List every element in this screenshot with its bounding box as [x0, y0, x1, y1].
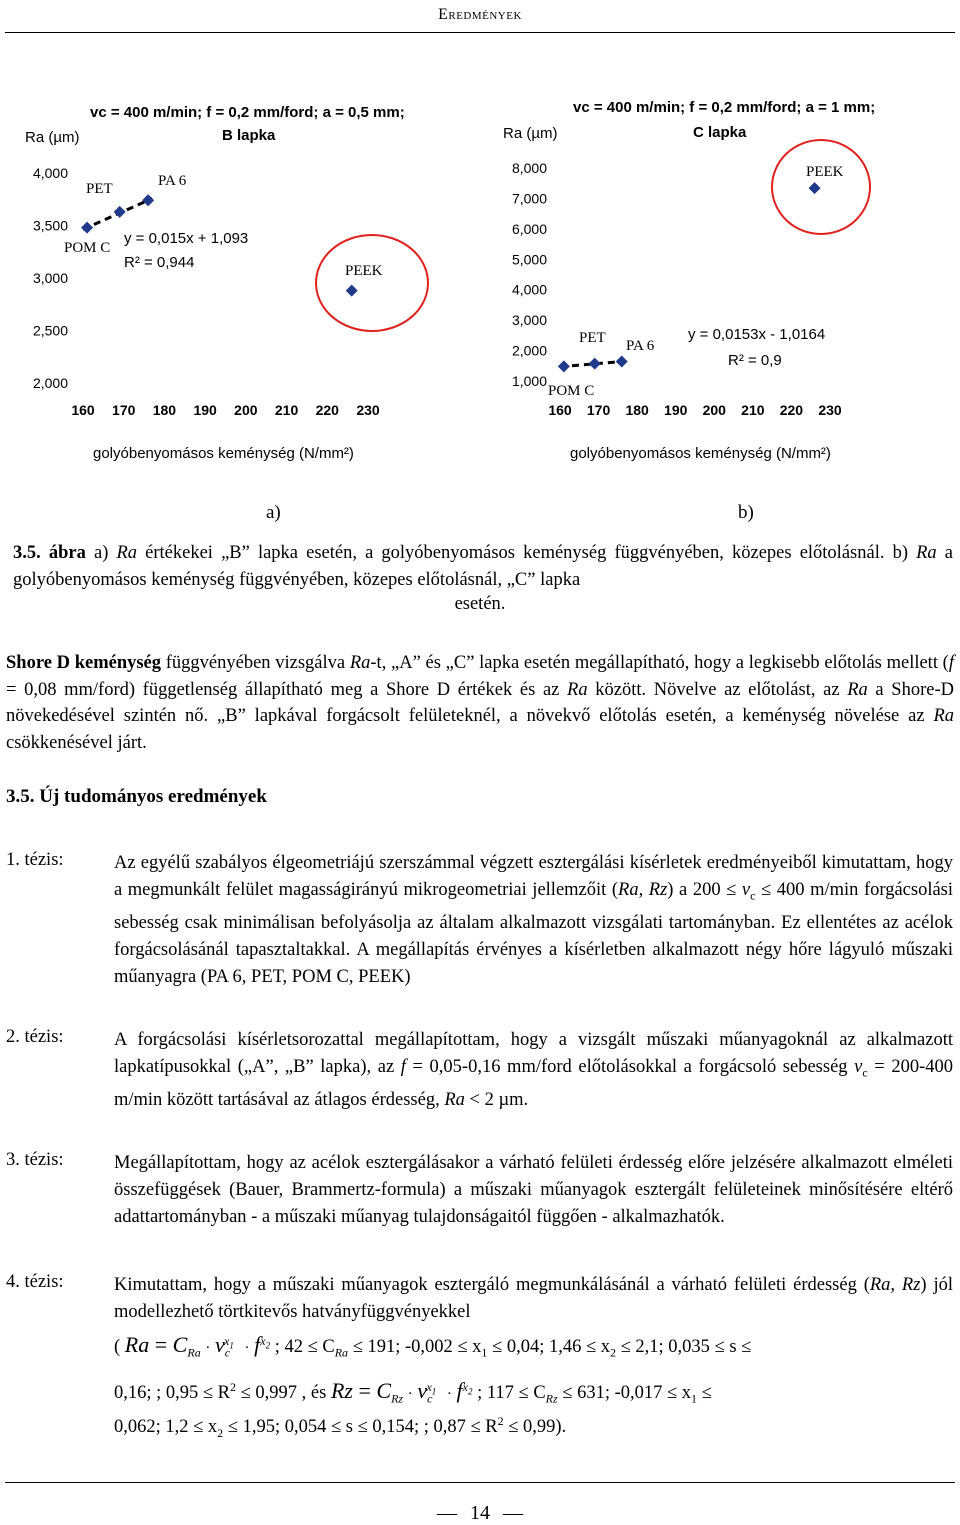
header-rule: [5, 32, 955, 33]
thesis-text: = 0,05-0,16 mm/ford előtolásokkal a forgácsoló sebesség: [405, 1057, 855, 1077]
highlight-circle: [316, 235, 428, 331]
x-tick-label: 220: [315, 402, 339, 418]
formula-ra-line: [114, 1332, 953, 1361]
point-label: PET: [579, 330, 606, 346]
point-label: POM C: [548, 383, 595, 399]
thesis-2-label: 2. tézis:: [6, 1027, 64, 1047]
thesis-text: ≤ 400 m/min forgácsolási sebesség csak minimálisan befolyásolja az általam alkalmazott vizsgálati tartományban. Ez ellentétes az acélok forgácsolásánál tapasztaltakkal. A megállapítás érvényes a kísérletben alkalmazott négy hőre lágyuló műszaki műanyagra (PA 6, PET, POM C, PEEK): [114, 880, 954, 987]
thesis-text: Megállapítottam, hogy az acélok esztergálásakor a várható felületi érdesség előre jelzésére alkalmazott elméleti összefüggések (Bauer, Brammertz-formula) a műszaki műanyagok esztergált felületeinek minősítésére eltérő adattartományban - a műszaki műanyag tulajdonságaitól függően - alkalmazhatók.: [114, 1153, 953, 1227]
formula-f-sup: x: [462, 1379, 468, 1394]
para-text: csökkenésével járt.: [6, 732, 147, 753]
point-label: PEEK: [345, 263, 383, 279]
x-tick-label: 190: [193, 402, 217, 418]
x-tick-label: 170: [112, 402, 136, 418]
formula-v-sup: x: [224, 1333, 230, 1348]
thesis-vc: v: [741, 880, 751, 900]
formula-v-sup-sub: 1: [431, 1386, 437, 1397]
formula-v-sub: c: [427, 1391, 433, 1406]
data-point-pom-c: [81, 222, 93, 234]
formula-text: ≤ 0,997 , és: [236, 1383, 327, 1403]
chart-title-line1: vc = 400 m/min; f = 0,2 mm/ford; a = 1 mm;: [573, 99, 876, 116]
formula-dot: ·: [205, 1340, 211, 1356]
para-f: f: [948, 653, 954, 673]
formula-sub: 1: [691, 1391, 698, 1406]
y-tick-label: 4,000: [511, 281, 547, 298]
highlight-circle: [772, 140, 870, 234]
formula-dot: ·: [446, 1386, 452, 1402]
data-point-peek: [346, 285, 358, 297]
chart-sub-label: a): [266, 502, 281, 523]
formula-text: ≤ 0,04; 1,46 ≤ x: [487, 1337, 610, 1357]
formula-v: v: [417, 1378, 428, 1403]
formula-text: ≤ 1,95; 0,054 ≤ s ≤ 0,154; ; 0,87 ≤ R: [223, 1417, 498, 1438]
formula-rz-lhs: Rz: [330, 1378, 353, 1403]
point-label: PET: [86, 181, 113, 197]
formula-paren: (: [114, 1337, 121, 1357]
thesis-text: < 2 µm.: [464, 1089, 529, 1110]
section-title: 3.5. Új tudományos eredmények: [6, 786, 267, 807]
formula-f: f: [254, 1332, 261, 1357]
point-label: PA 6: [158, 173, 187, 189]
data-point-peek: [809, 182, 821, 194]
para-text: -t, „A” és „C” lapka esetén megállapítható, hogy a legkisebb előtolás mellett (: [370, 653, 949, 673]
formula-c: C: [172, 1332, 188, 1357]
y-tick-label: 3,000: [511, 312, 547, 329]
para-text: a Shore-D növekedésével szintén nő. „B” lapkával forgácsolt felületeknél, a növekvő előtolás esetén, a keménység növelése az: [6, 679, 954, 727]
thesis-vc: v: [854, 1057, 863, 1077]
formula-dot: ·: [244, 1340, 250, 1356]
x-tick-label: 190: [664, 402, 688, 418]
y-tick-label: 4,000: [32, 165, 68, 181]
formula-v-sub: c: [224, 1345, 231, 1360]
formula-f: f: [456, 1378, 463, 1403]
para-ra: Ra: [933, 706, 954, 727]
x-tick-label: 230: [818, 402, 842, 418]
x-tick-label: 200: [702, 402, 726, 418]
x-tick-label: 230: [356, 402, 380, 418]
formula-v-sup: x: [426, 1379, 432, 1394]
data-point-pet: [114, 206, 126, 218]
formula-v-exp: [224, 1333, 234, 1351]
para-ra: Ra: [567, 679, 588, 700]
para-ra: Ra: [349, 653, 371, 673]
formula-v-exp: [426, 1379, 437, 1397]
running-header: [0, 6, 960, 24]
thesis-text: ) a 200 ≤: [667, 880, 742, 900]
formula-text: ≤ 0,99).: [503, 1417, 567, 1438]
caption-text-a-post: értékekei „B” lapka esetén, a golyóbenyomásos keménység függvényében, közepes előtolásnál. b): [137, 543, 917, 563]
thesis-4-text: [114, 1272, 953, 1326]
chart-xlabel: golyóbenyomásos keménység (N/mm²): [570, 445, 831, 462]
paragraph-shore: [6, 650, 954, 756]
chart-xlabel: golyóbenyomásos keménység (N/mm²): [93, 445, 354, 462]
y-tick-label: 2,000: [511, 342, 547, 359]
x-tick-label: 170: [586, 402, 611, 418]
footer-rule: [5, 1482, 955, 1483]
formula-sub: Ra: [334, 1345, 349, 1360]
formula-dot: ·: [407, 1386, 413, 1402]
formula-sub: 1: [481, 1345, 488, 1360]
caption-number: 3.5. ábra: [13, 543, 86, 563]
formula-text: 0,062; 1,2 ≤ x: [114, 1417, 218, 1438]
formula-v-sup-sub: 1: [229, 1340, 234, 1351]
thesis-text: Az egyélű szabályos élgeometriájú szerszámmal végzett esztergálási kísérletek eredményeiből kimutattam, hogy a megmunkált felület magasságirányú mikrogeometriai jellemzőit (: [114, 853, 953, 900]
y-tick-label: 1,000: [511, 373, 547, 389]
chart-ylabel: Ra (µm): [503, 125, 558, 142]
data-point-pa-6: [616, 356, 628, 368]
formula-sub: Rz: [545, 1391, 558, 1406]
x-tick-label: 220: [779, 402, 804, 418]
formula-f-sup: x: [260, 1333, 266, 1348]
chart-b: [503, 99, 875, 523]
para-ra: Ra: [847, 679, 868, 700]
formula-c-sub: Rz: [391, 1391, 404, 1406]
caption-ra-2: Ra: [916, 543, 937, 563]
trend-r2: R² = 0,944: [124, 254, 195, 271]
x-tick-label: 210: [274, 402, 299, 418]
y-tick-label: 5,000: [511, 251, 547, 268]
chart-ylabel: Ra (µm): [25, 129, 80, 146]
formula-sub: 2: [610, 1345, 616, 1360]
data-point-pet: [589, 358, 601, 370]
formula-f-exp: [260, 1333, 271, 1351]
formula-text: ≤ 631; -0,017 ≤ x: [557, 1383, 692, 1403]
formula-sup: 2: [230, 1379, 237, 1394]
thesis-text: A forgácsolási kísérletsorozattal megállapítottam, hogy a vizsgált műszaki műanyagoknál az alkalmazott lapkatípusokkal („A”, „B” lapka), az: [114, 1030, 953, 1077]
formula-f-sup-sub: 2: [265, 1340, 271, 1351]
y-tick-label: 2,000: [32, 375, 68, 391]
chart-sub-label: b): [738, 502, 754, 523]
thesis-ra: Ra, Rz: [618, 880, 668, 900]
trend-equation: y = 0,0153x - 1,0164: [688, 326, 826, 343]
thesis-text: ) jól modellezhető törtkitevős hatványfüggvényekkel: [114, 1275, 953, 1322]
formula-range-line: [114, 1414, 953, 1441]
header-title: Eredmények: [438, 6, 522, 23]
formula-sup: 2: [497, 1414, 504, 1428]
thesis-3-label: 3. tézis:: [6, 1150, 64, 1170]
formula-f-exp: [462, 1379, 473, 1397]
point-label: PA 6: [626, 338, 655, 354]
formula-f-sup-sub: 2: [467, 1386, 473, 1397]
thesis-vc-sub: c: [750, 888, 756, 903]
thesis-ra: Ra: [444, 1089, 465, 1110]
para-bold-start: Shore D keménység: [6, 653, 162, 673]
page-dash-left: —: [437, 1502, 457, 1524]
formula-sub: 2: [217, 1425, 224, 1440]
chart-title-line2: B lapka: [222, 127, 276, 144]
trend-equation: y = 0,015x + 1,093: [124, 230, 249, 247]
formula-text: ≤: [697, 1383, 712, 1403]
thesis-1-label: 1. tézis:: [6, 850, 64, 870]
chart-title-line2: C lapka: [693, 124, 747, 141]
formula-text: ; 42 ≤ C: [274, 1337, 335, 1357]
formula-text: ≤ 2,1; 0,035 ≤ s ≤: [616, 1337, 752, 1357]
para-text: = 0,08 mm/ford) függetlenség állapítható meg a Shore D értékek és az: [6, 679, 568, 700]
para-text: függvényében vizsgálva: [161, 653, 350, 673]
y-tick-label: 2,500: [32, 322, 68, 339]
caption-ra-1: Ra: [116, 543, 138, 563]
thesis-vc-sub: c: [862, 1065, 868, 1080]
formula-c-sub: Ra: [187, 1345, 201, 1360]
x-tick-label: 160: [548, 402, 572, 418]
caption-text-b: a golyóbenyomásos keménység függvényében, közepes előtolásnál, „C” lapka: [13, 543, 953, 590]
formula-c: C: [376, 1378, 392, 1403]
formula-eq: =: [149, 1332, 173, 1357]
y-tick-label: 8,000: [511, 160, 547, 176]
x-tick-label: 180: [152, 402, 177, 418]
thesis-3-text: [114, 1150, 953, 1231]
thesis-2-text: [114, 1027, 953, 1114]
x-tick-label: 210: [741, 402, 765, 418]
figure-caption: [13, 540, 953, 593]
data-point-pa-6: [142, 194, 154, 206]
formula-text: ; 117 ≤ C: [477, 1383, 546, 1403]
chart-title-line1: vc = 400 m/min; f = 0,2 mm/ford; a = 0,5 mm;: [90, 104, 405, 121]
x-tick-label: 200: [234, 402, 258, 418]
thesis-ra: Ra, Rz: [869, 1275, 921, 1295]
x-tick-label: 180: [625, 402, 649, 418]
formula-ra-lhs: Ra: [124, 1332, 150, 1357]
data-point-pom-c: [558, 360, 570, 372]
y-tick-label: 3,000: [32, 270, 68, 286]
formula-text: 0,16; ; 0,95 ≤ R: [114, 1383, 231, 1403]
y-tick-label: 6,000: [511, 220, 547, 237]
thesis-f: f: [400, 1057, 406, 1077]
y-tick-label: 3,500: [32, 217, 68, 234]
trend-r2: R² = 0,9: [728, 352, 782, 369]
figure-charts: [0, 90, 960, 530]
page-dash-right: —: [503, 1502, 523, 1524]
x-tick-label: 160: [71, 402, 95, 418]
point-label: PEEK: [806, 164, 844, 180]
formula-text: ≤ 191; -0,002 ≤ x: [348, 1337, 482, 1357]
y-tick-label: 7,000: [511, 190, 547, 207]
chart-a: [25, 104, 428, 523]
thesis-1-text: [114, 850, 953, 991]
caption-text-a: a): [85, 543, 117, 563]
formula-v: v: [214, 1332, 225, 1357]
formula-rz-line: [114, 1378, 953, 1407]
caption-last-line: esetén.: [454, 594, 506, 614]
thesis-text: Kimutattam, hogy a műszaki műanyagok esztergáló megmunkálásánál a várható felületi érdesség (: [114, 1275, 870, 1295]
thesis-4-label: 4. tézis:: [6, 1272, 64, 1292]
page-number: [0, 1502, 960, 1525]
thesis-text: = 200-400 m/min között tartásával az átlagos érdesség,: [114, 1057, 954, 1110]
page-number-value: 14: [470, 1502, 490, 1524]
para-text: között. Növelve az előtolást, az: [587, 679, 848, 700]
formula-eq: =: [352, 1378, 377, 1403]
point-label: POM C: [64, 240, 111, 256]
